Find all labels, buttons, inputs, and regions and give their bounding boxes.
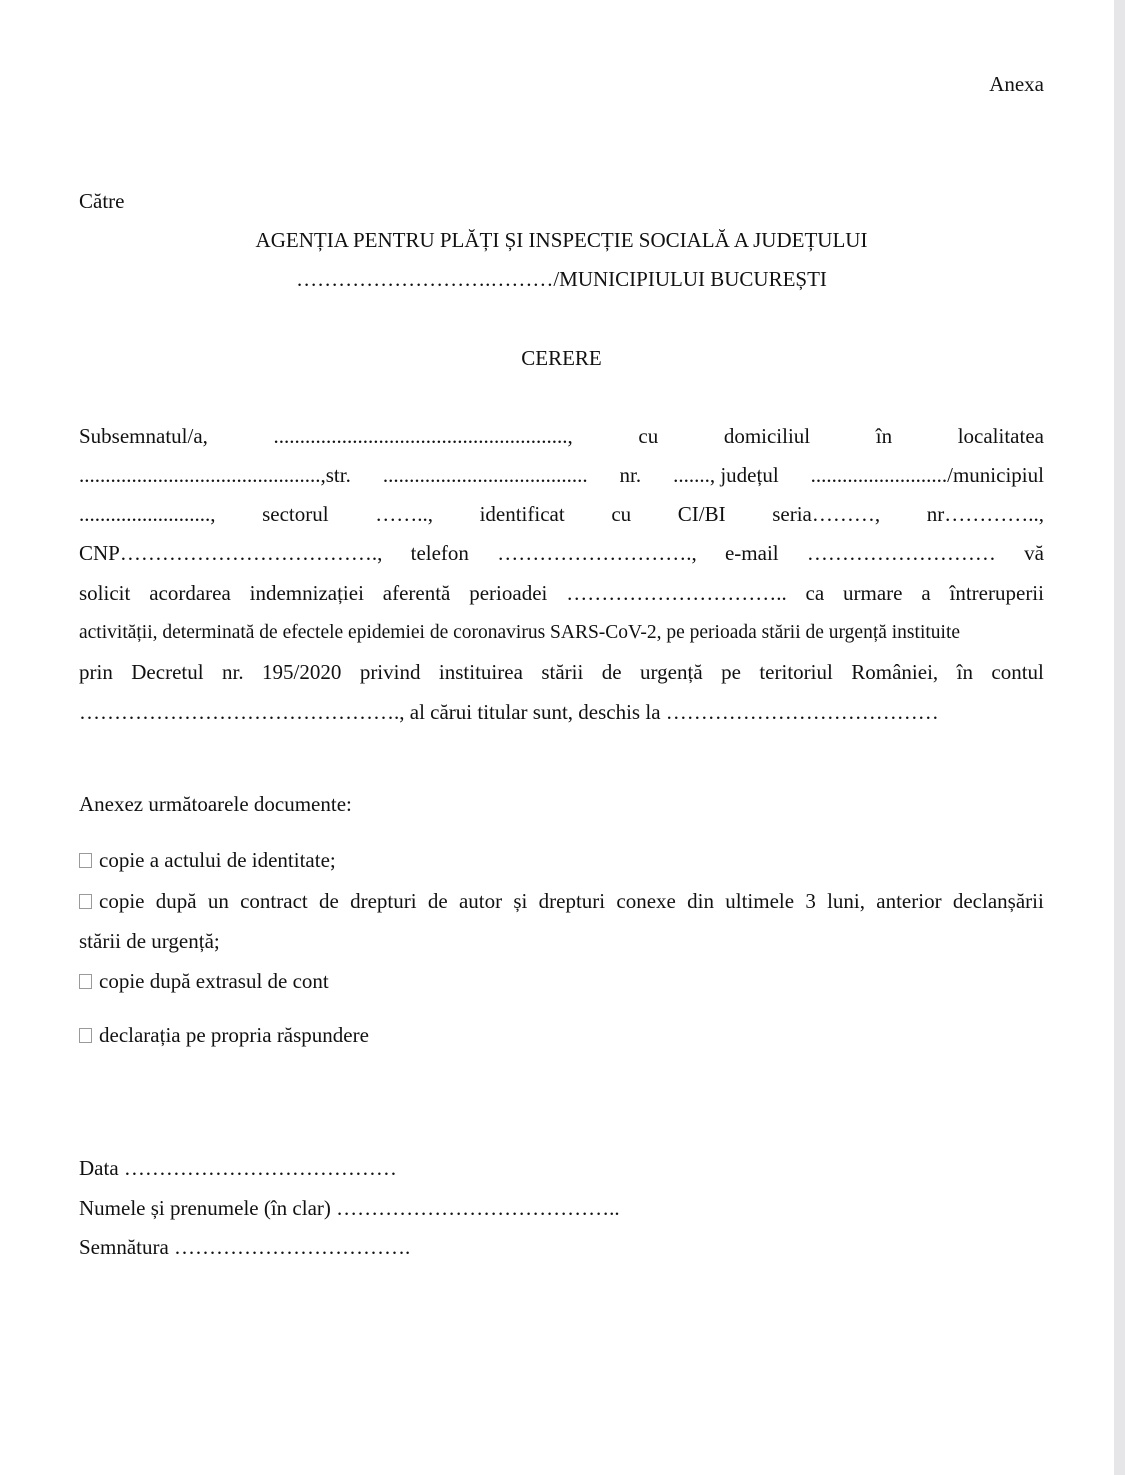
word: sectorul [262, 502, 329, 526]
phone-field: ………………………., [497, 541, 697, 565]
word: urgență [640, 660, 703, 684]
word: după [155, 889, 197, 913]
page-edge [1114, 0, 1125, 1475]
locality-field: ..............................................,str. [79, 463, 351, 487]
word: de [319, 889, 339, 913]
checkbox[interactable] [79, 1028, 92, 1043]
word: contract [240, 889, 308, 913]
word: urmare [843, 581, 903, 605]
word: în [875, 424, 893, 448]
cnp-field: CNP………………………………., [79, 541, 383, 565]
checkbox[interactable] [79, 974, 92, 989]
word: domiciliul [723, 424, 811, 448]
county-field: ........................../municipiul [810, 463, 1044, 487]
attachment-item-id-copy [79, 848, 1044, 872]
word: drepturi [350, 889, 417, 913]
attachment-label: declarația pe propria răspundere [99, 1023, 369, 1047]
word: privind [359, 660, 421, 684]
word: Decretul [131, 660, 204, 684]
signature-field: Semnătura ……………………………. [79, 1235, 411, 1259]
attachment-label: copie după extrasul de cont [99, 969, 329, 993]
word: din [687, 889, 714, 913]
series-field: seria………, [772, 502, 881, 526]
word: pe [721, 660, 741, 684]
word: Subsemnatul/a, [79, 424, 208, 448]
word: cu [638, 424, 659, 448]
word: acordarea [149, 581, 231, 605]
word: vă [1024, 541, 1044, 565]
word: perioadei [469, 581, 548, 605]
word: de [601, 660, 622, 684]
word: contul [991, 660, 1044, 684]
attachment-label: copie a actului de identitate; [99, 848, 336, 872]
body-line-4 [79, 541, 1044, 565]
checkbox[interactable] [79, 853, 92, 868]
word: în [956, 660, 973, 684]
word: autor [458, 889, 503, 913]
word: identificat [479, 502, 565, 526]
word: luni, [827, 889, 866, 913]
body-line-8: ………………………………………., al cărui titular sunt, deschis la ………………………………… [79, 700, 939, 724]
number-field: ......., județul [673, 463, 779, 487]
checkbox[interactable] [79, 894, 92, 909]
word: un [207, 889, 229, 913]
body-line-1 [79, 424, 1044, 448]
word: întreruperii [949, 581, 1044, 605]
word: nr. [222, 660, 244, 684]
word: solicit [79, 581, 131, 605]
word: 195/2020 [262, 660, 342, 684]
word: localitatea [957, 424, 1044, 448]
word: instituirea [438, 660, 523, 684]
word: ultimele [725, 889, 795, 913]
word: telefon [410, 541, 469, 565]
body-line-5 [79, 581, 1044, 605]
date-field: Data ………………………………… [79, 1156, 397, 1180]
body-line-6: activității, determinată de efectele epidemiei de coronavirus SARS-CoV-2, pe perioada stării de urgență instituite [79, 622, 961, 643]
attachment-item-contract-copy-cont: stării de urgență; [79, 929, 220, 953]
body-line-2 [79, 463, 1044, 487]
word: conexe [616, 889, 676, 913]
word: indemnizației [249, 581, 364, 605]
word: stării [541, 660, 584, 684]
recipient-label: Către [79, 189, 125, 213]
word: cu [611, 502, 632, 526]
word [79, 889, 144, 913]
word: copie [99, 889, 145, 913]
word: 3 [805, 889, 816, 913]
email-field: ……………………… [806, 541, 996, 565]
page-title: CERERE [521, 346, 602, 370]
municipality-field: ........................., [79, 502, 216, 526]
word: CI/BI [677, 502, 726, 526]
word: aferentă [382, 581, 451, 605]
word: României, [851, 660, 939, 684]
name-field: ........................................................, [273, 424, 573, 448]
agency-name: AGENȚIA PENTRU PLĂȚI ȘI INSPECȚIE SOCIALĂ A JUDEȚULUI [255, 228, 868, 252]
word: a [921, 581, 931, 605]
word: de [427, 889, 448, 913]
sector-field: …….., [375, 502, 433, 526]
word: drepturi [538, 889, 606, 913]
annex-label: Anexa [989, 72, 1044, 96]
word: e-mail [724, 541, 779, 565]
body-line-7 [79, 660, 1044, 684]
word: ca [805, 581, 825, 605]
street-field: ....................................... [382, 463, 588, 487]
word: prin [79, 660, 113, 684]
word: și [513, 889, 528, 913]
attachment-item-bank-statement [79, 969, 1044, 993]
body-line-3 [79, 502, 1044, 526]
word: declanșării [952, 889, 1044, 913]
attachments-heading: Anexez următoarele documente: [79, 792, 352, 816]
word: teritoriul [759, 660, 833, 684]
attachment-item-declaration [79, 1023, 1044, 1047]
full-name-field: Numele și prenumele (în clar) ………………………………….. [79, 1196, 620, 1220]
agency-county: ……………………….………/MUNICIPIULUI BUCUREȘTI [296, 267, 827, 291]
id-number-field: nr………….., [926, 502, 1044, 526]
word: nr. [619, 463, 642, 487]
word: anterior [876, 889, 942, 913]
period-field: ………………………….. [566, 581, 787, 605]
attachment-item-contract-copy [79, 889, 1044, 913]
